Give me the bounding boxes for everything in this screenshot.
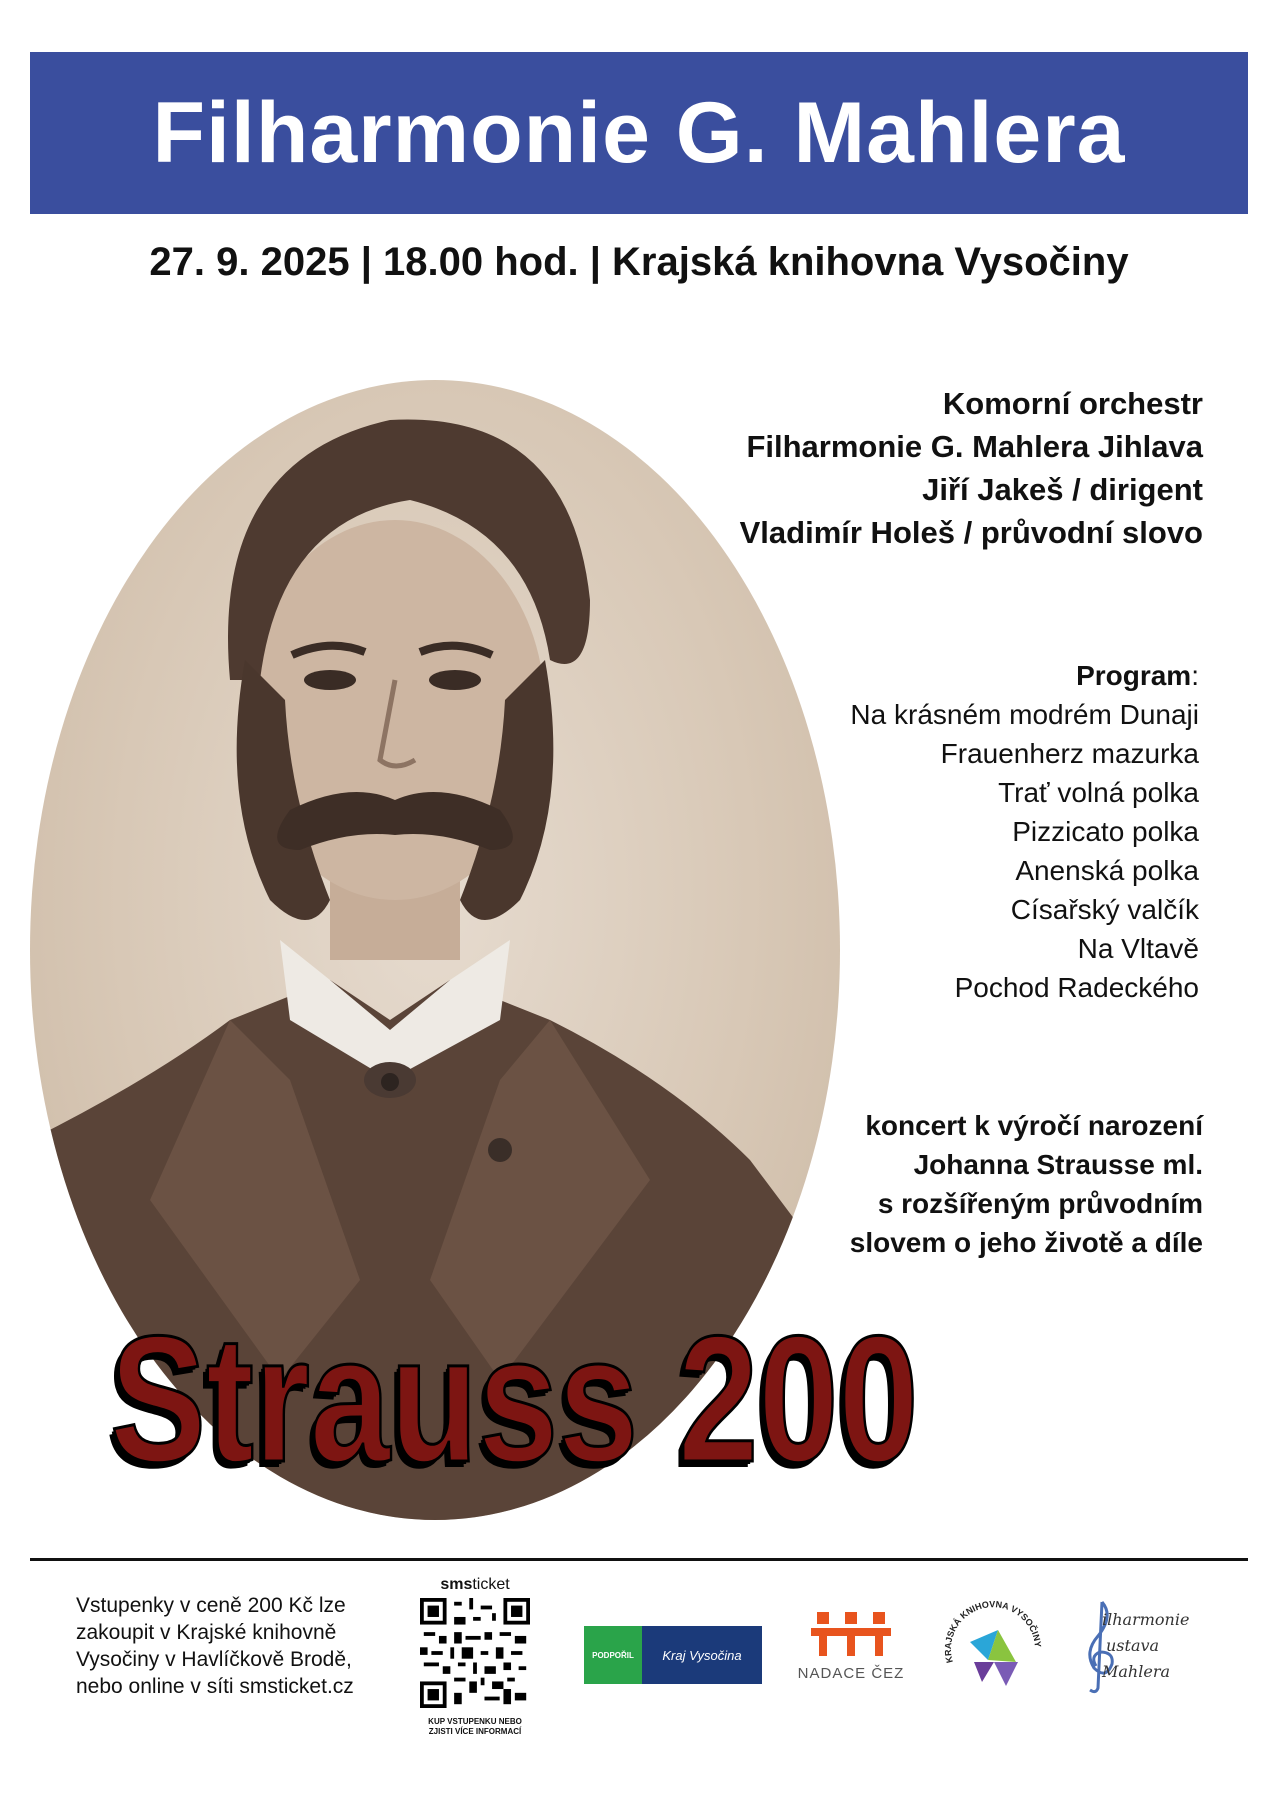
ticket-info: [76, 1592, 354, 1700]
occasion-line: slovem o jeho životě a díle: [849, 1227, 1203, 1258]
program-heading-line: [850, 656, 1199, 695]
footer-divider: [30, 1558, 1248, 1561]
ticket-info-line: nebo online v síti smsticket.cz: [76, 1675, 354, 1698]
performer-line: Filharmonie G. Mahlera Jihlava: [746, 429, 1203, 464]
event-date-place: 27. 9. 2025 | 18.00 hod. | Krajská knihovna Vysočiny: [149, 240, 1129, 284]
qr-caption-line: KUP VSTUPENKU NEBO: [428, 1717, 522, 1726]
cez-name: NADACE ČEZ: [797, 1665, 905, 1682]
gm-line-2: ustava: [1106, 1636, 1160, 1655]
nadace-cez-logo: [796, 1612, 906, 1682]
ticket-info-line: zakoupit v Krajské knihovně: [76, 1621, 337, 1644]
sms-logo-bold: sms: [440, 1576, 473, 1593]
kraj-vysocina-logo: [584, 1626, 762, 1684]
filharmonie-gm-logo: [1080, 1596, 1210, 1696]
ticket-info-line: Vysočiny v Havlíčkově Brodě,: [76, 1648, 352, 1671]
gm-line-1: ilharmonie: [1102, 1610, 1190, 1629]
concert-title: Strauss 200: [110, 1299, 919, 1500]
program-item: Pochod Radeckého: [954, 972, 1199, 1003]
library-name: KRAJSKÁ KNIHOVNA VYSOČINY: [942, 1599, 1044, 1664]
performer-line: Komorní orchestr: [942, 386, 1203, 421]
occasion-line: s rozšířeným průvodním: [877, 1188, 1203, 1219]
smsticket-logo: [420, 1576, 530, 1594]
cez-mark-icon: [811, 1612, 891, 1656]
gm-line-3: Mahlera: [1102, 1662, 1170, 1681]
program-item: Císařský valčík: [1010, 894, 1199, 925]
performer-line: Jiří Jakeš / dirigent: [922, 472, 1203, 507]
program-item: Anenská polka: [1015, 855, 1199, 886]
occasion-line: Johanna Strausse ml.: [913, 1149, 1203, 1180]
program-heading: Program: [1076, 660, 1192, 691]
qr-code-icon[interactable]: [420, 1598, 530, 1708]
header-banner: [30, 52, 1248, 214]
performers-block: [740, 382, 1203, 554]
ticket-info-line: Vstupenky v ceně 200 Kč lze: [76, 1594, 346, 1617]
library-mark-icon: [938, 1590, 1048, 1700]
occasion-line: koncert k výročí narození: [865, 1110, 1203, 1141]
qr-caption: [420, 1717, 530, 1737]
program-item: Trať volná polka: [998, 777, 1199, 808]
program-item: Na krásném modrém Dunaji: [850, 699, 1199, 730]
program-item: Frauenherz mazurka: [940, 738, 1199, 769]
performer-line: Vladimír Holeš / průvodní slovo: [739, 515, 1203, 550]
library-logo: [938, 1590, 1048, 1700]
sms-logo-rest: ticket: [472, 1576, 510, 1593]
kraj-supported-label: PODPOŘIL: [584, 1626, 642, 1684]
occasion-block: [850, 1106, 1203, 1262]
program-item: Pizzicato polka: [1012, 816, 1199, 847]
program-item: Na Vltavě: [1077, 933, 1199, 964]
orchestra-title: Filharmonie G. Mahlera: [152, 84, 1126, 181]
qr-caption-line: ZJISTI VÍCE INFORMACÍ: [428, 1727, 522, 1736]
qr-block[interactable]: [420, 1576, 530, 1737]
kraj-name: Kraj Vysočina: [642, 1626, 762, 1684]
program-heading-colon: :: [1191, 660, 1199, 691]
program-block: [850, 656, 1199, 1007]
